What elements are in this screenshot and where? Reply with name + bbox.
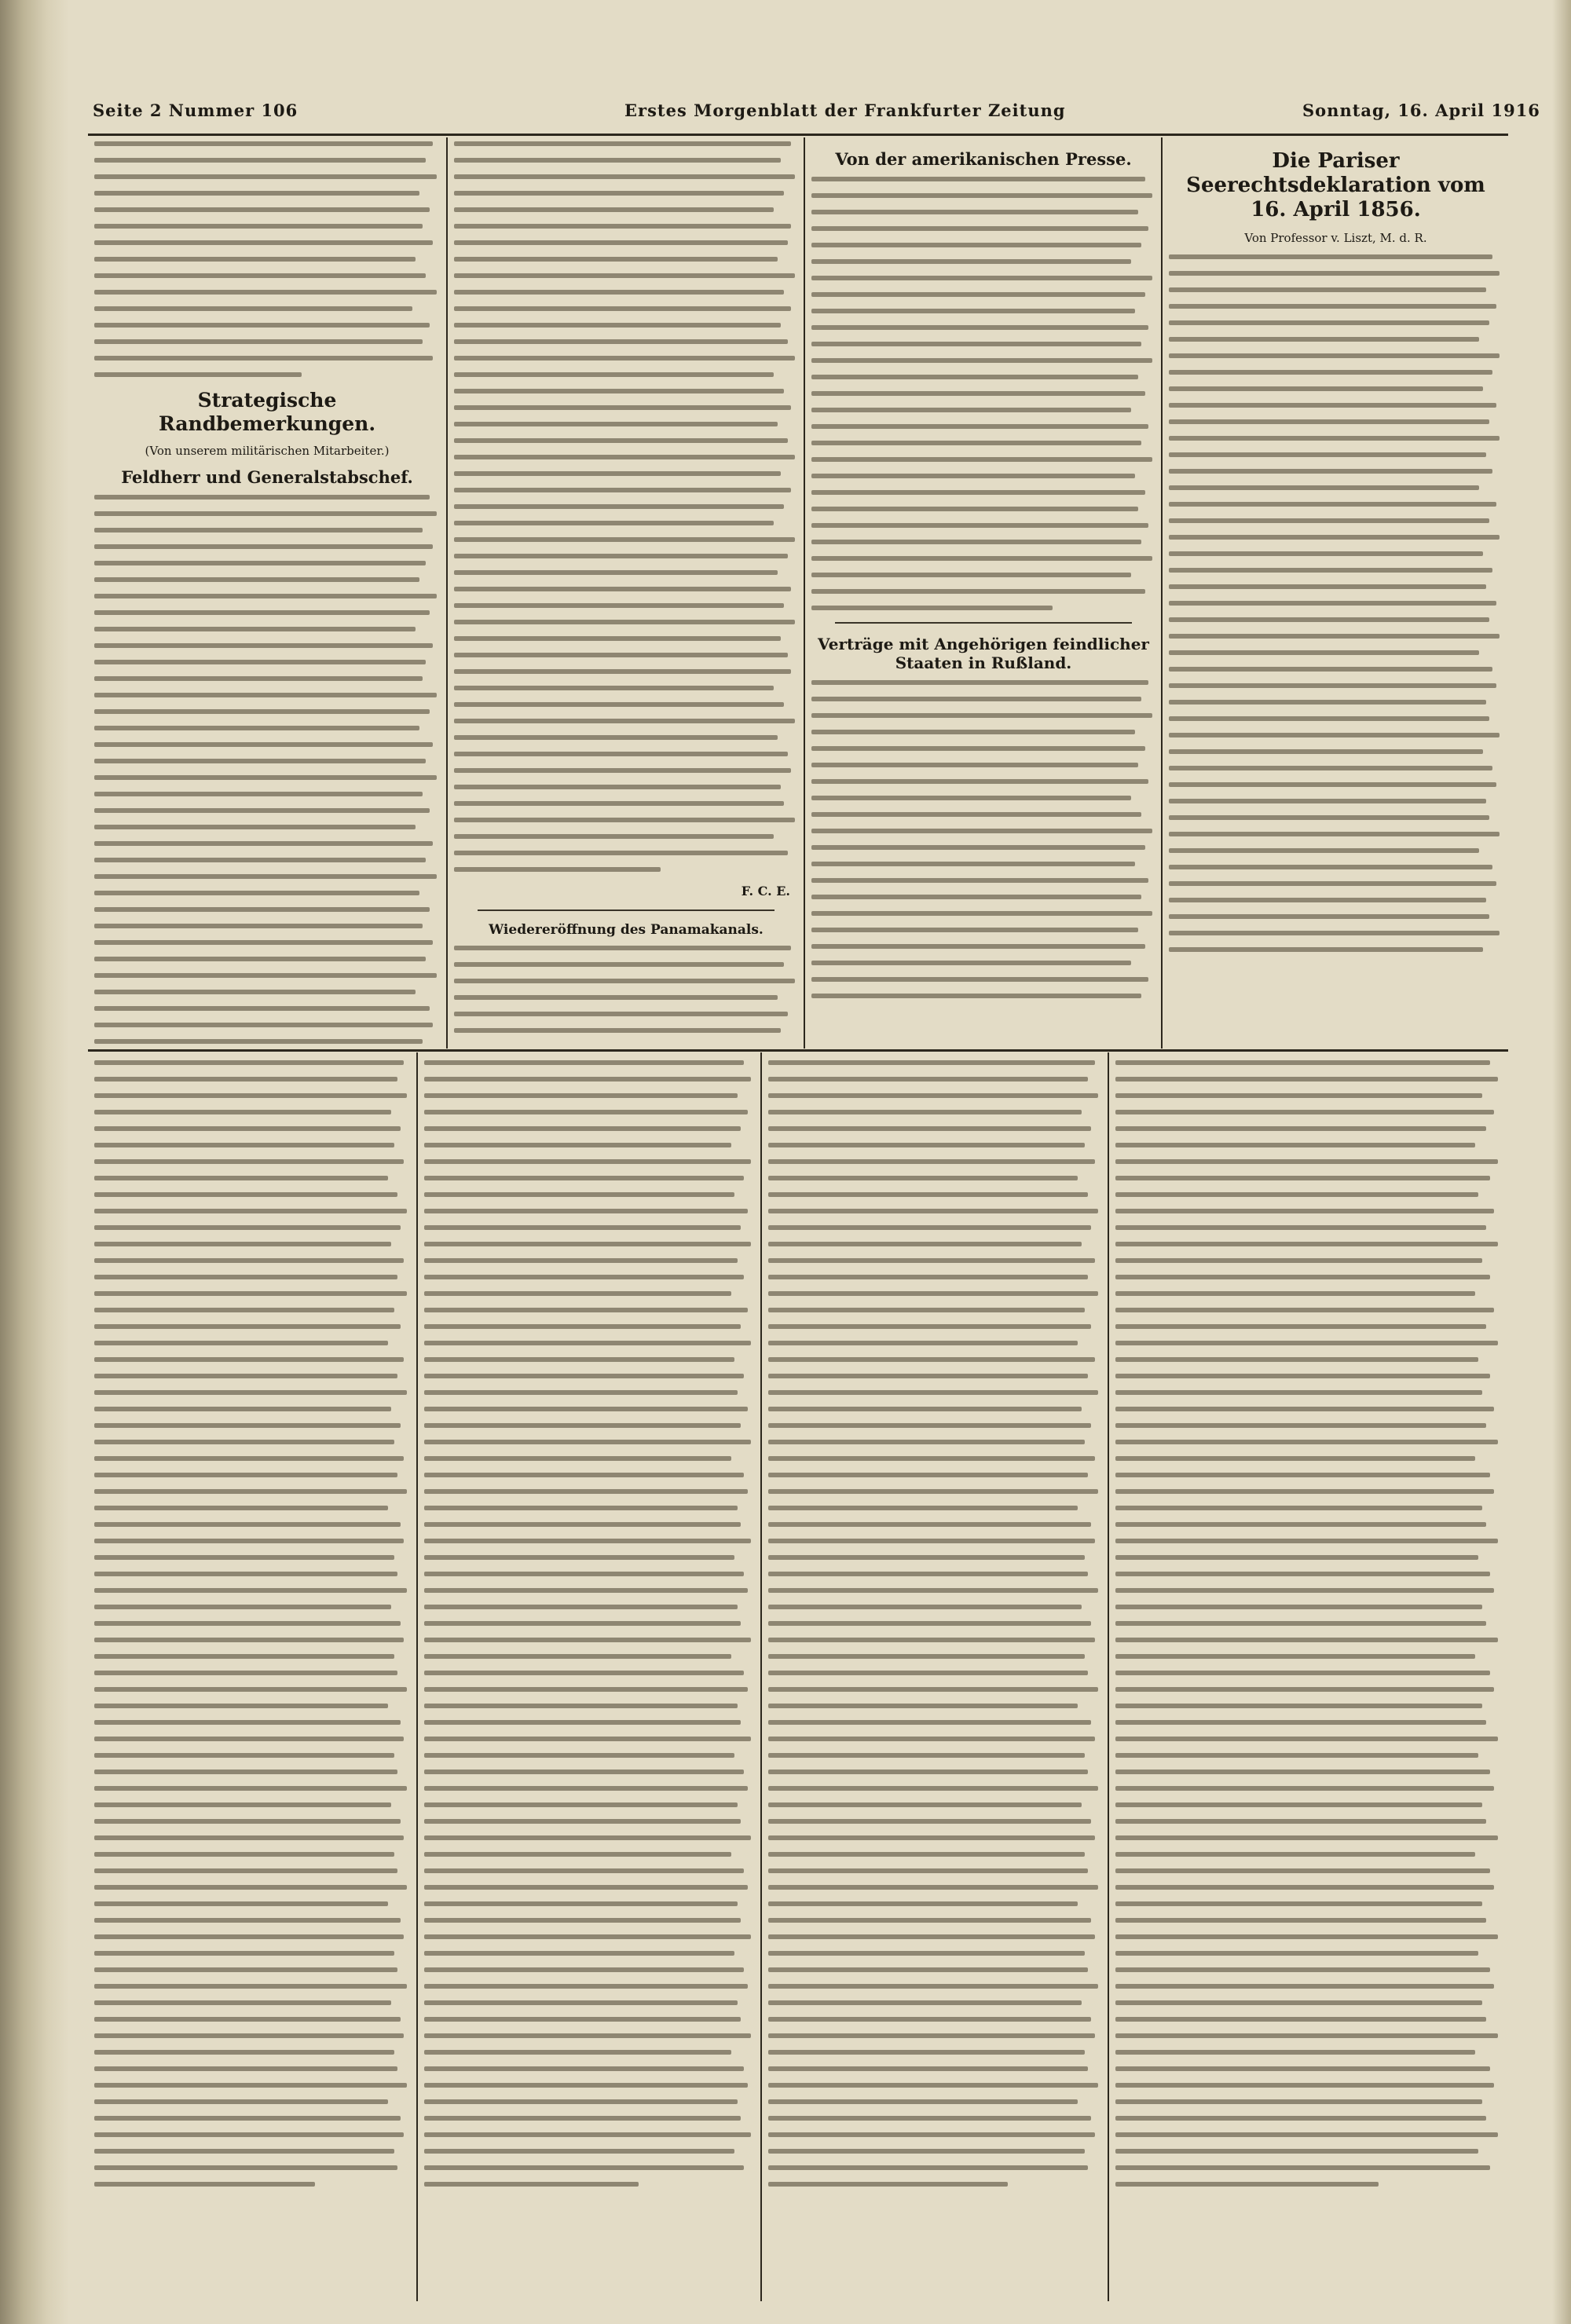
text-block [94, 495, 440, 1045]
notice-heading: Wiedereröffnung des Panamakanals. [489, 922, 764, 938]
article-byline: (Von unserem militärischen Mitarbeiter.) [145, 444, 390, 458]
page-number: Seite 2 Nummer 106 [93, 101, 298, 120]
column-divider [446, 137, 448, 1049]
column-1-lower [94, 1060, 410, 2301]
text-block [94, 141, 440, 377]
text-block [1169, 254, 1503, 952]
column-divider [1161, 137, 1163, 1049]
column-divider [760, 1052, 762, 2301]
book-binding [0, 0, 69, 2324]
fold-rule [88, 1049, 1508, 1052]
separator [835, 622, 1132, 624]
text-block [1115, 1060, 1502, 2187]
text-block [811, 177, 1155, 610]
text-block [811, 680, 1155, 998]
column-2-upper [454, 141, 798, 1045]
column-divider [804, 137, 805, 1049]
column-4-lower [1115, 1060, 1502, 2301]
article-title: Die Pariser Seerechtsdeklaration vom 16. April 1856. [1186, 149, 1485, 222]
page-edge [1552, 0, 1571, 2324]
text-block [454, 946, 798, 1045]
separator [478, 909, 775, 911]
section-heading: Feldherr und Generalstabschef. [121, 467, 413, 487]
article-title: Von der amerikanischen Presse. [835, 149, 1132, 169]
text-block [768, 1060, 1101, 2187]
issue-date: Sonntag, 16. April 1916 [1302, 101, 1540, 120]
text-block [424, 1060, 754, 2187]
column-3-upper [811, 141, 1155, 1045]
column-4-upper [1169, 141, 1503, 1045]
text-block [454, 141, 798, 872]
column-3-lower [768, 1060, 1101, 2301]
text-block [94, 1060, 410, 2187]
header-rule [88, 134, 1508, 136]
masthead: Erstes Morgenblatt der Frankfurter Zeitung [624, 101, 1066, 120]
column-divider [416, 1052, 418, 2301]
article-title: Strategische Randbemerkungen. [158, 389, 376, 435]
article-byline: Von Professor v. Liszt, M. d. R. [1244, 230, 1427, 245]
column-2-lower [424, 1060, 754, 2301]
article-title: Verträge mit Angehörigen feindlicher Staaten in Rußland. [818, 635, 1149, 673]
author-signature: F. C. E. [741, 884, 790, 898]
column-divider [1108, 1052, 1109, 2301]
column-1-upper [94, 141, 440, 1045]
